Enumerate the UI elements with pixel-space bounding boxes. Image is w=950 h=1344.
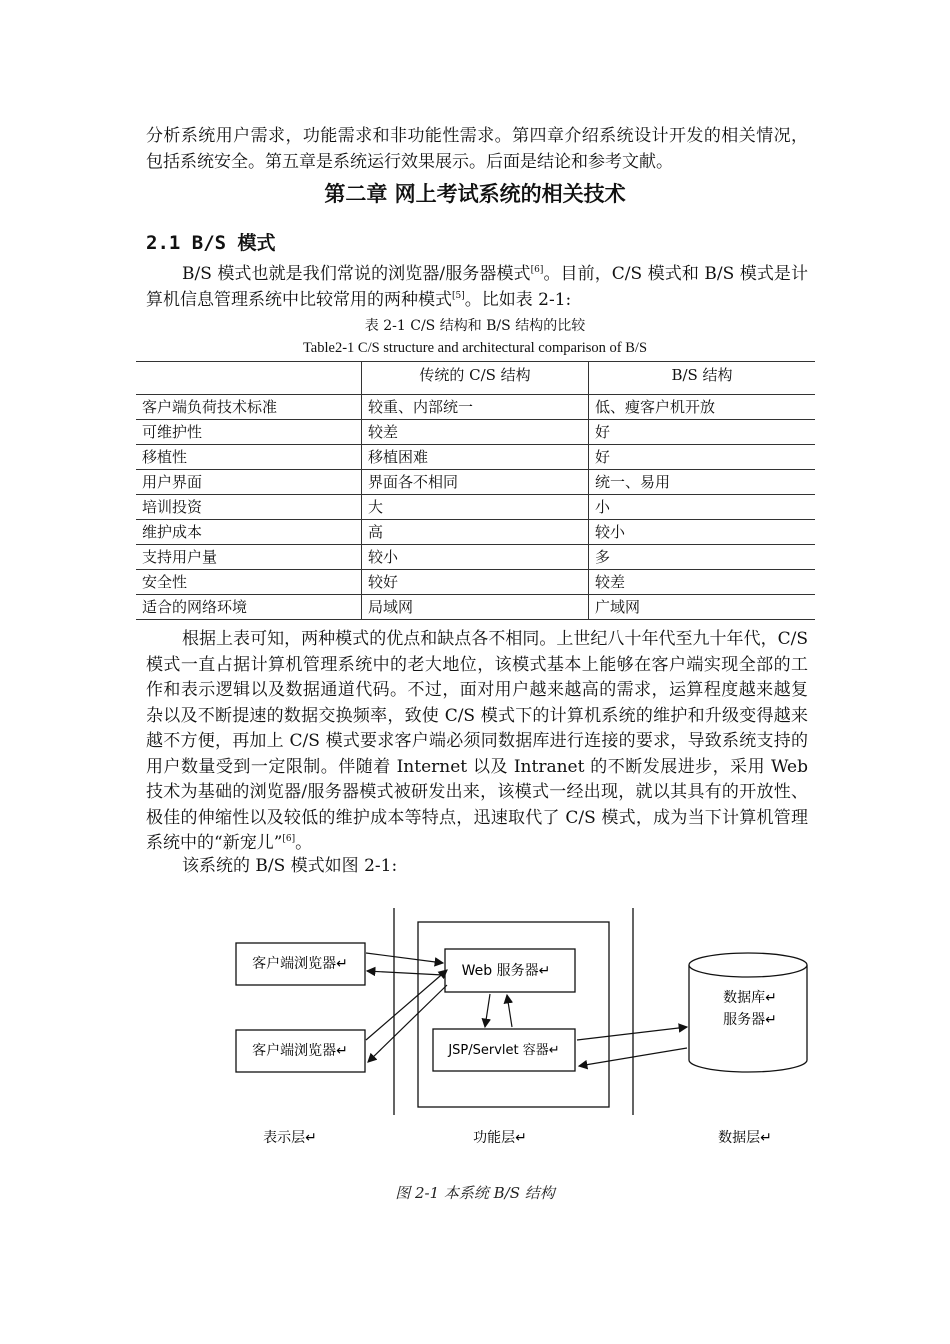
- table-row: [136, 395, 815, 420]
- table-header-cell: [136, 362, 362, 395]
- data-tier-label: 数据层↵: [718, 1130, 772, 1146]
- table-row: [136, 470, 815, 495]
- section-title: 2.1 B/S 模式: [146, 232, 276, 254]
- table-cell: 好: [589, 445, 816, 470]
- table-row: [136, 595, 815, 620]
- table-cell: 较差: [589, 570, 816, 595]
- forward-arrow: [485, 994, 490, 1027]
- request-arrow: [366, 953, 443, 963]
- citation: [6]: [282, 834, 296, 844]
- table-cell: 适合的网络环境: [136, 595, 362, 620]
- citation: [6]: [530, 265, 544, 275]
- table-cell: 大: [362, 495, 589, 520]
- comparison-table: [136, 361, 815, 620]
- intro-paragraph: 分析系统用户需求，功能需求和非功能性需求。第四章介绍系统设计开发的相关情况，包括系统安全。第五章是系统运行效果展示。后面是结论和参考文献。: [146, 126, 808, 172]
- table-cell: 支持用户量: [136, 545, 362, 570]
- function-tier-label: 功能层↵: [473, 1130, 527, 1146]
- table-cell: 较差: [362, 420, 589, 445]
- table-cell: 维护成本: [136, 520, 362, 545]
- table-row: [136, 570, 815, 595]
- client-browser-label: 客户端浏览器↵: [252, 956, 348, 972]
- table-cell: 界面各不相同: [362, 470, 589, 495]
- table-cell: 较小: [589, 520, 816, 545]
- table-cell: 高: [362, 520, 589, 545]
- database-label-line2: 服务器↵: [723, 1012, 777, 1028]
- table-cell: 小: [589, 495, 816, 520]
- table-header-cell: 传统的 C/S 结构: [362, 362, 589, 395]
- database-label-line1: 数据库↵: [723, 990, 777, 1006]
- query-arrow: [577, 1027, 687, 1040]
- table-row: [136, 445, 815, 470]
- table-row: [136, 520, 815, 545]
- table-header-cell: B/S 结构: [589, 362, 816, 395]
- table-row: [136, 545, 815, 570]
- table-cell: 多: [589, 545, 816, 570]
- database-cylinder-top: [689, 953, 807, 977]
- chapter-title: 第二章 网上考试系统的相关技术: [324, 182, 626, 206]
- presentation-tier-label: 表示层↵: [263, 1130, 317, 1146]
- figure-caption: 图 2-1 本系统 B/S 结构: [395, 1184, 555, 1202]
- response-arrow: [367, 971, 443, 975]
- section-paragraph: B/S 模式也就是我们常说的浏览器/服务器模式[6]。目前，C/S 模式和 B/S 模式是计算机信息管理系统中比较常用的两种模式[5]。比如表 2-1:: [146, 264, 808, 310]
- table-cell: 好: [589, 420, 816, 445]
- table-cell: 客户端负荷技术标准: [136, 395, 362, 420]
- client-browser-label: 客户端浏览器↵: [252, 1043, 348, 1059]
- figure-intro: 该系统的 B/S 模式如图 2-1:: [182, 856, 398, 876]
- table-cell: 统一、易用: [589, 470, 816, 495]
- table-cell: 广域网: [589, 595, 816, 620]
- table-cell: 安全性: [136, 570, 362, 595]
- return-arrow: [507, 995, 512, 1027]
- web-server-label: Web 服务器↵: [461, 963, 551, 979]
- servlet-container-label: JSP/Servlet 容器↵: [448, 1043, 560, 1058]
- table-caption-cn: 表 2-1 C/S 结构和 B/S 结构的比较: [364, 318, 586, 334]
- table-header-row: [136, 362, 815, 395]
- bs-architecture-diagram: [0, 880, 950, 1180]
- table-cell: 可维护性: [136, 420, 362, 445]
- table-cell: 较好: [362, 570, 589, 595]
- table-cell: 局域网: [362, 595, 589, 620]
- table-cell: 较重、内部统一: [362, 395, 589, 420]
- table-cell: 移植性: [136, 445, 362, 470]
- table-cell: 低、瘦客户机开放: [589, 395, 816, 420]
- table-cell: 培训投资: [136, 495, 362, 520]
- table-row: [136, 420, 815, 445]
- table-row: [136, 495, 815, 520]
- table-cell: 移植困难: [362, 445, 589, 470]
- table-cell: 较小: [362, 545, 589, 570]
- table-caption-en: Table2-1 C/S structure and architectural comparison of B/S: [302, 340, 648, 356]
- table-cell: 用户界面: [136, 470, 362, 495]
- citation: [5]: [452, 290, 465, 301]
- analysis-paragraph: 根据上表可知，两种模式的优点和缺点各不相同。上世纪八十年代至九十年代，C/S 模式一直占据计算机管理系统中的老大地位，该模式基本上能够在客户端实现全部的工作和表示逻辑以及数据通道代码。不过，面对用户越来越高的需求，运算程度越来越复杂以及不断提速的数据交换频率，致使 C/S 模式下的计算机系统的维护和升级变得越来越不方便，再加上 C/S 模式要求客户端必须同数据库进行连接的要求，导致系统支持的用户数量受到一定限制。伴随着 Internet 以及 Intranet 的不断发展进步，采用 Web 技术为基础的浏览器/服务器模式被研发出来，该模式一经出现，就以其具有的开放性、极佳的伸缩性以及较低的维护成本等特点，迅速取代了 C/S 模式，成为当下计算机管理系统中的“新宠儿”[6]。: [146, 629, 808, 853]
